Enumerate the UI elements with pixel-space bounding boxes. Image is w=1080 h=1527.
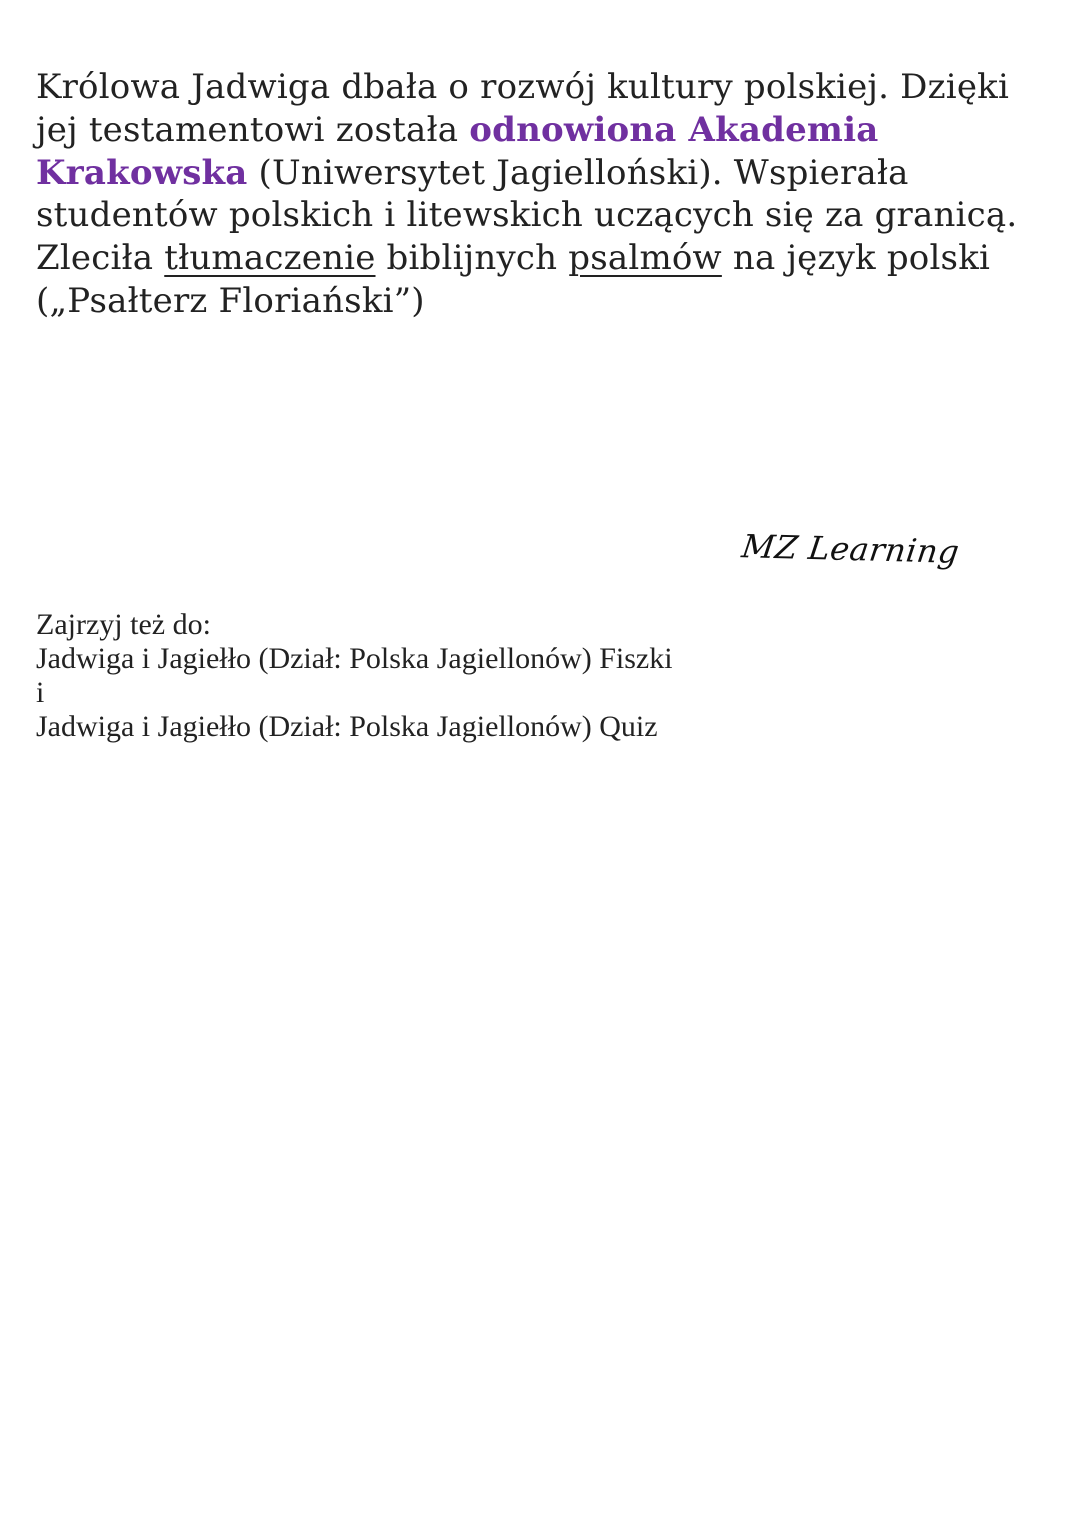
paragraph-text-3: biblijnych bbox=[375, 238, 569, 279]
paragraph-text-4: na język polski („Psałterz Floriański”) bbox=[36, 238, 991, 321]
see-also-heading: Zajrzyj też do: bbox=[36, 608, 211, 641]
see-also-link-fiszki[interactable]: Jadwiga i Jagiełło (Dział: Polska Jagiellonów) Fiszki bbox=[36, 642, 673, 675]
paragraph-text-2: (Uniwersytet Jagielloński). Wspierała studentów polskich i litewskich uczących się za granicą. Zleciła bbox=[36, 152, 1018, 279]
signature-mz-learning: MZ Learning bbox=[739, 527, 962, 571]
see-also-section bbox=[36, 608, 673, 744]
highlight-akademia-krakowska: odnowiona Akademia Krakowska bbox=[36, 109, 879, 193]
underline-tlumaczenie: tłumaczenie bbox=[164, 238, 376, 279]
see-also-link-quiz[interactable]: Jadwiga i Jagiełło (Dział: Polska Jagiellonów) Quiz bbox=[36, 710, 658, 743]
see-also-connector: i bbox=[36, 676, 45, 709]
underline-psalmow: psalmów bbox=[568, 238, 722, 279]
main-paragraph bbox=[36, 66, 1046, 323]
paragraph-text-1: Królowa Jadwiga dbała o rozwój kultury polskiej. Dzięki jej testamentowi została bbox=[36, 67, 1010, 150]
